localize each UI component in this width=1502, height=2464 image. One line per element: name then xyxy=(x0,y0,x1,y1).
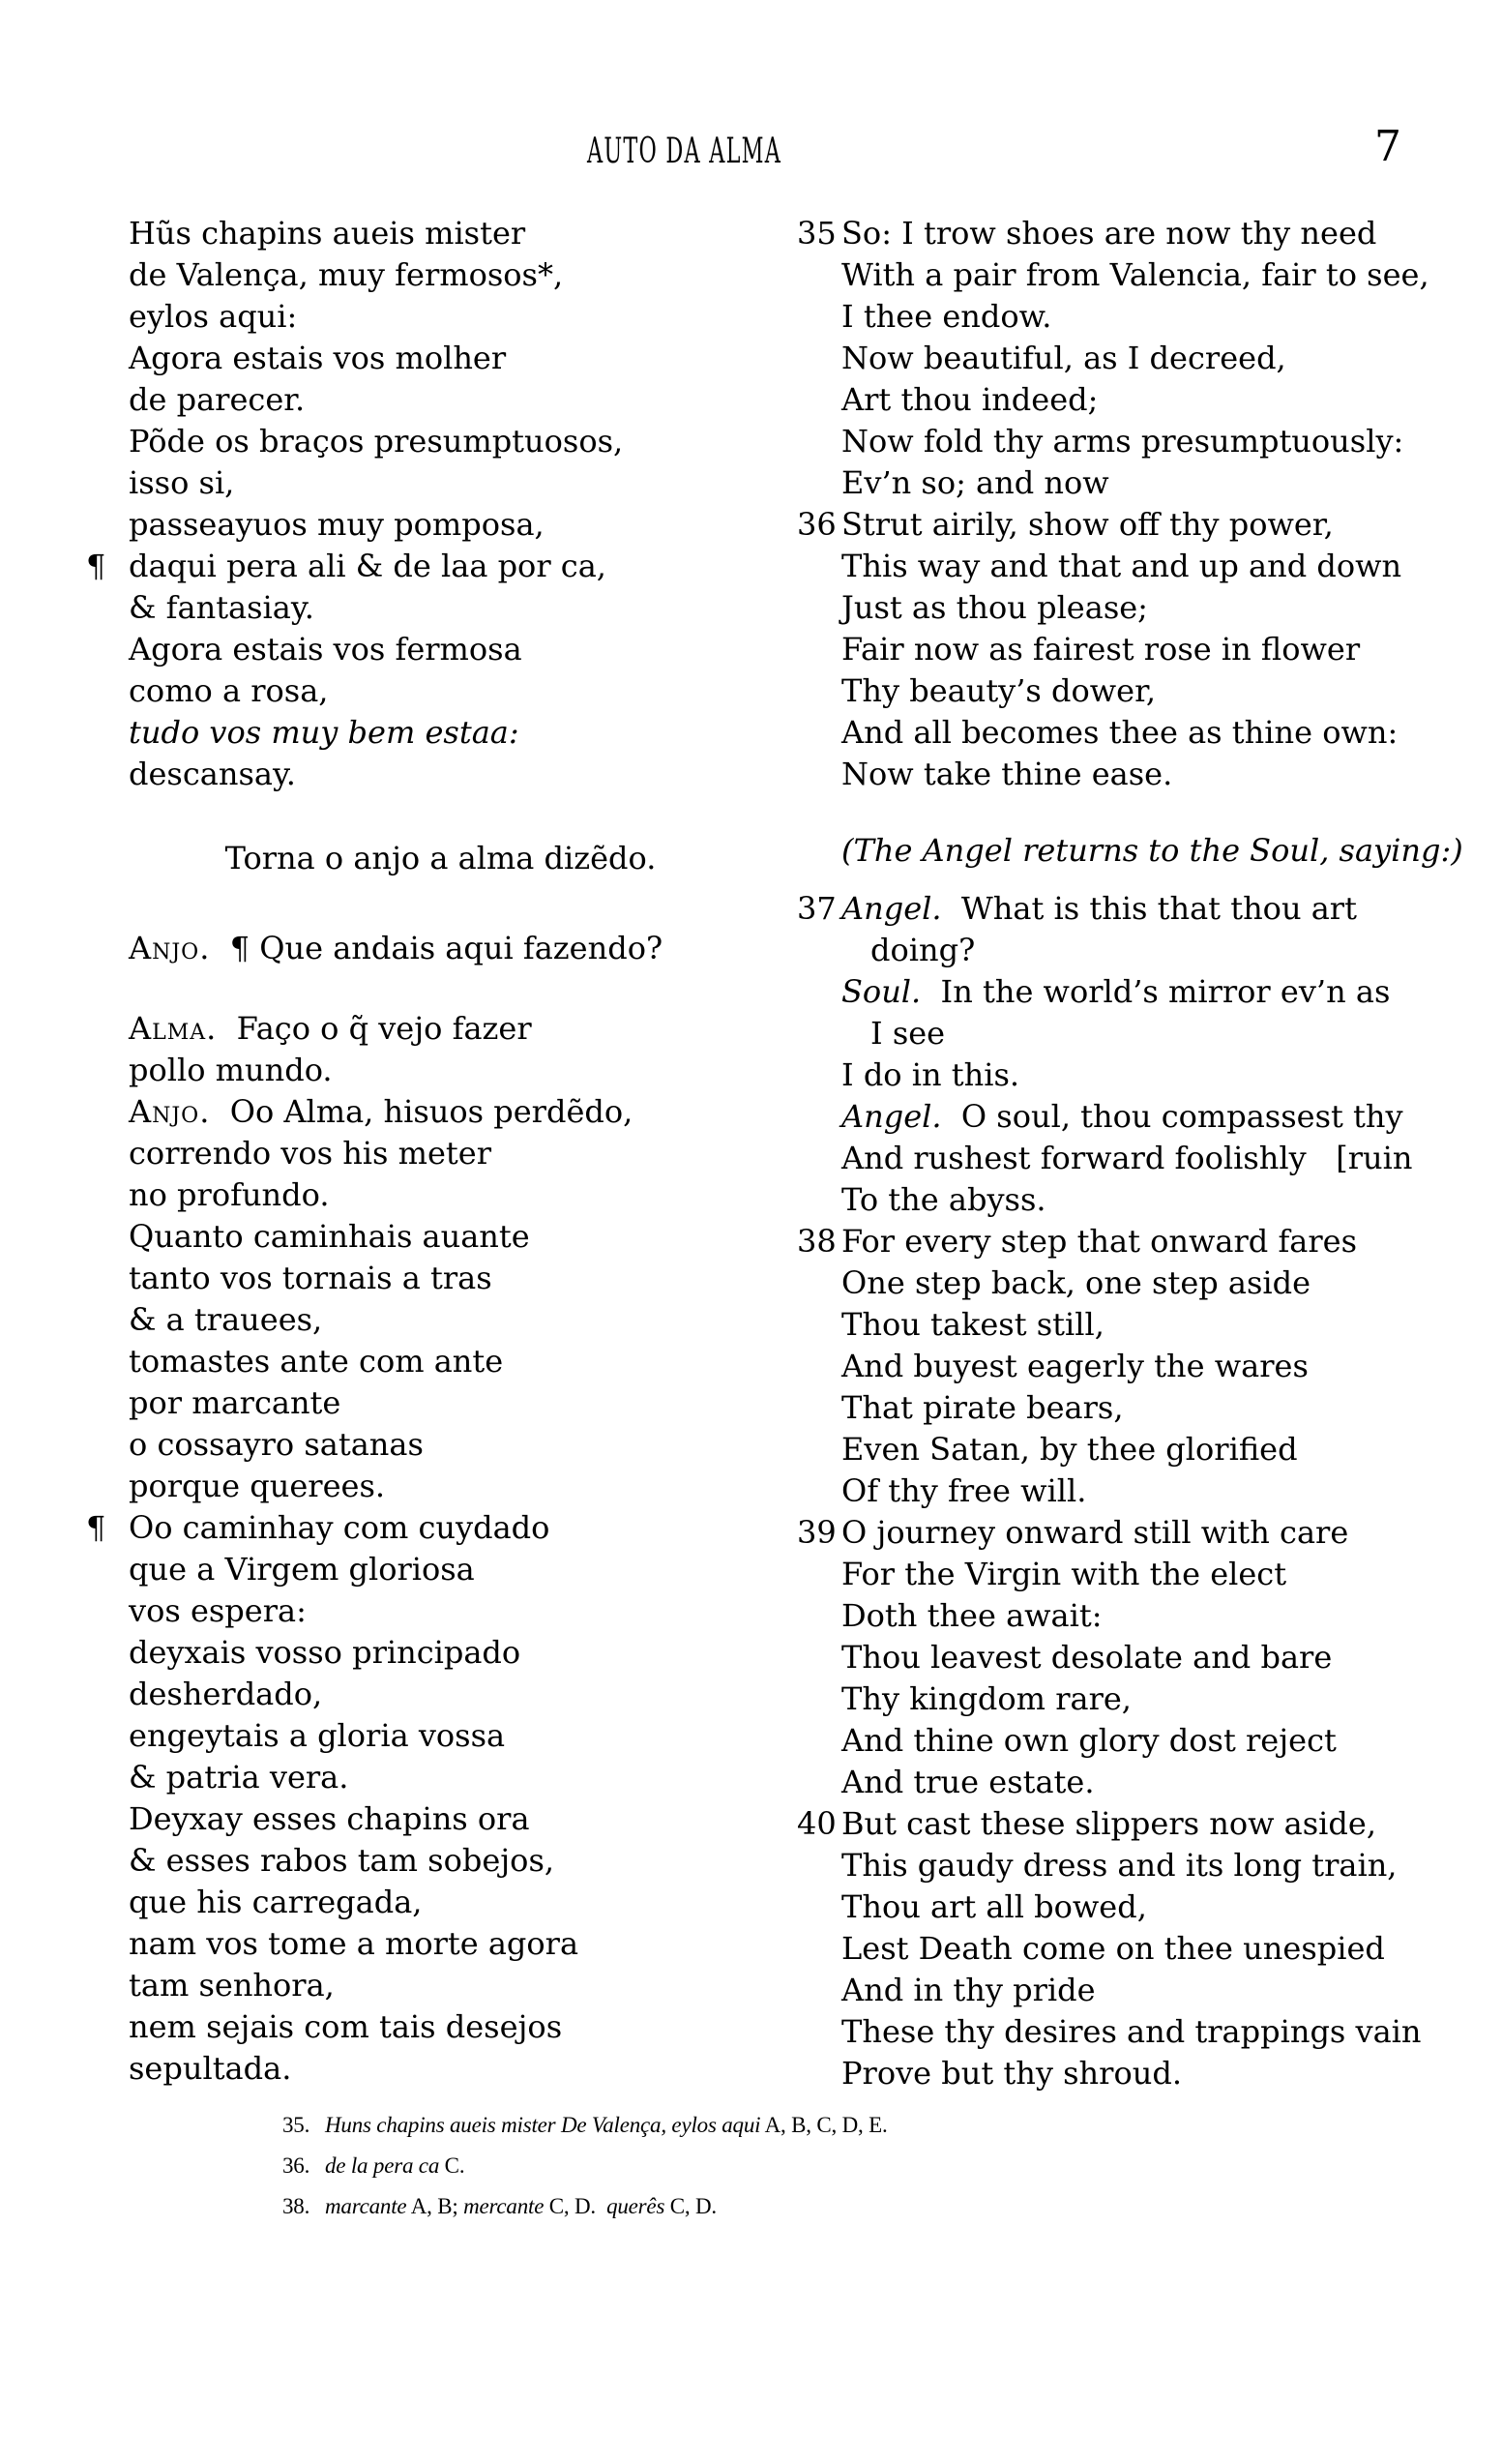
verse-line xyxy=(129,1757,752,1798)
text-segment: And rushest forward foolishly [ruin xyxy=(841,1140,1413,1176)
text-segment: What is this that thou art xyxy=(941,890,1357,927)
verse-line xyxy=(841,1928,1412,1970)
text-segment: Thou leavest desolate and bare xyxy=(841,1639,1333,1676)
verse-line xyxy=(129,1133,752,1174)
text-segment: passeayuos muy pomposa, xyxy=(129,506,545,543)
text-segment: And buyest eagerly the wares xyxy=(841,1348,1309,1384)
text-segment: Ev’n so; and now xyxy=(841,464,1109,501)
text-segment: no profundo. xyxy=(129,1176,330,1213)
text-segment: Agora estais vos molher xyxy=(129,340,507,376)
text-segment: sepultada. xyxy=(129,2050,292,2087)
text-segment: Strut airily, show off thy power, xyxy=(841,506,1334,543)
verse-line xyxy=(129,1549,752,1590)
verse-line xyxy=(841,2053,1412,2094)
verse-line xyxy=(841,1720,1412,1762)
text-segment: Now beautiful, as I decreed, xyxy=(841,340,1286,376)
text-segment: o cossayro satanas xyxy=(129,1426,424,1463)
text-segment: pollo mundo. xyxy=(129,1052,333,1088)
verse-line xyxy=(841,1346,1412,1387)
text-segment: C. xyxy=(439,2153,465,2178)
verse-line xyxy=(129,1923,752,1965)
speaker-label: Angel. xyxy=(841,1098,942,1135)
verse-line xyxy=(129,1091,752,1133)
text-segment: In the world’s mirror ev’n as xyxy=(921,973,1391,1010)
text-segment: marcante xyxy=(325,2194,407,2218)
text-segment: Now take thine ease. xyxy=(841,756,1173,792)
text-segment: vos espera: xyxy=(129,1592,307,1629)
text-segment: Lest Death come on thee unespied xyxy=(841,1930,1385,1967)
verse-line xyxy=(129,338,752,379)
text-segment: Fair now as fairest rose in flower xyxy=(841,631,1361,668)
text-segment: Thou takest still, xyxy=(841,1306,1104,1343)
text-segment: que his carregada, xyxy=(129,1884,423,1920)
text-segment: And in thy pride xyxy=(841,1972,1096,2008)
text-segment: Thy kingdom rare, xyxy=(841,1680,1132,1717)
text-segment: Art thou indeed; xyxy=(841,381,1099,418)
text-segment: Just as thou please; xyxy=(841,589,1148,626)
verse-line xyxy=(841,1096,1412,1138)
text-segment: doing? xyxy=(870,932,976,968)
verse-line xyxy=(129,1882,752,1923)
stanza-gap xyxy=(129,795,752,838)
text-segment: daqui pera ali & de laa por ca, xyxy=(129,548,606,584)
text-segment: Põde os braços presumptuosos, xyxy=(129,423,624,460)
text-segment: I thee endow. xyxy=(841,298,1052,335)
verse-line xyxy=(129,1258,752,1299)
text-segment: And all becomes thee as thine own: xyxy=(841,714,1399,751)
verse-line xyxy=(841,712,1412,754)
verse-line xyxy=(282,2186,1346,2227)
verse-line xyxy=(129,254,752,296)
text-segment: This way and that and up and down xyxy=(841,548,1402,584)
text-segment: Oo caminhay com cuydado xyxy=(129,1509,550,1546)
verse-line xyxy=(841,1013,1412,1054)
stanza-number: 36 xyxy=(797,506,837,543)
english-column xyxy=(797,213,1463,2094)
text-segment: ¶ Que andais aqui fazendo? xyxy=(210,930,663,966)
verse-line xyxy=(129,1008,752,1050)
verse-line xyxy=(129,629,752,670)
verse-line xyxy=(841,462,1412,504)
verse-line xyxy=(797,1221,1412,1262)
footnotes xyxy=(282,2105,1346,2227)
text-segment: With a pair from Valencia, fair to see, xyxy=(841,256,1429,293)
verse-line xyxy=(841,1470,1412,1512)
text-segment: por marcante xyxy=(129,1384,341,1421)
speaker-label: Alma. xyxy=(129,1010,218,1047)
verse-line xyxy=(841,1678,1412,1720)
verse-line xyxy=(841,421,1412,462)
stage-direction xyxy=(841,830,1463,872)
speaker-label: Anjo. xyxy=(129,930,211,966)
text-segment: de Valença, muy fermosos*, xyxy=(129,256,564,293)
text-segment: Hũs chapins aueis mister xyxy=(129,215,526,252)
text-segment: And thine own glory dost reject xyxy=(841,1722,1337,1759)
stanza-number: 37 xyxy=(797,890,837,927)
verse-line xyxy=(129,587,752,629)
verse-line xyxy=(129,2006,752,2048)
verse-line xyxy=(841,2011,1422,2053)
text-segment: nam vos tome a morte agora xyxy=(129,1925,579,1962)
stanza-number: 40 xyxy=(797,1805,837,1842)
text-segment: Even Satan, by thee glorified xyxy=(841,1431,1298,1468)
verse-line xyxy=(129,1424,752,1466)
verse-line xyxy=(841,296,1412,338)
text-segment: But cast these slippers now aside, xyxy=(841,1805,1376,1842)
verse-line xyxy=(129,1715,752,1757)
verse-line xyxy=(841,629,1412,670)
verse-line xyxy=(841,1179,1412,1221)
verse-line xyxy=(129,1965,752,2006)
verse-line xyxy=(797,504,1412,546)
verse-line xyxy=(129,754,752,795)
text-segment: deyxais vosso principado xyxy=(129,1634,521,1671)
text-segment: & esses rabos tam sobejos, xyxy=(129,1842,555,1879)
verse-line xyxy=(841,1262,1412,1304)
verse-line xyxy=(841,546,1412,587)
text-segment: These thy desires and trappings vain xyxy=(841,2013,1422,2050)
text-segment: One step back, one step aside xyxy=(841,1264,1311,1301)
text-segment: Quanto caminhais auante xyxy=(129,1218,530,1255)
verse-line xyxy=(129,1632,752,1674)
stanza-number: 35 xyxy=(797,215,837,252)
verse-line xyxy=(841,1304,1412,1346)
verse-line xyxy=(841,1637,1412,1678)
text-segment: de parecer. xyxy=(129,381,306,418)
text-segment: tanto vos tornais a tras xyxy=(129,1260,492,1296)
verse-line xyxy=(129,1174,752,1216)
verse-line xyxy=(129,1341,752,1382)
verse-line xyxy=(841,338,1412,379)
text-segment: I do in this. xyxy=(841,1056,1020,1093)
text-segment: & patria vera. xyxy=(129,1759,349,1796)
footnote-number: 36. xyxy=(282,2153,310,2178)
text-segment: This gaudy dress and its long train, xyxy=(841,1847,1398,1884)
page-number: 7 xyxy=(1374,122,1401,171)
verse-line xyxy=(86,1507,752,1549)
text-segment: Now fold thy arms presumptuously: xyxy=(841,423,1404,460)
speaker-label: Soul. xyxy=(841,973,922,1010)
verse-line xyxy=(129,1674,752,1715)
verse-line xyxy=(129,1299,752,1341)
text-segment: I see xyxy=(870,1015,946,1052)
stanza-gap xyxy=(129,879,752,928)
verse-line xyxy=(129,1466,752,1507)
verse-line xyxy=(129,1050,752,1091)
verse-line xyxy=(841,1886,1412,1928)
verse-line xyxy=(841,1387,1412,1429)
text-segment: Agora estais vos fermosa xyxy=(129,631,522,668)
verse-line xyxy=(282,2146,1346,2186)
verse-line xyxy=(797,1512,1412,1554)
text-segment: descansay. xyxy=(129,756,296,792)
text-segment: C, D. xyxy=(544,2194,607,2218)
footnote-number: 35. xyxy=(282,2113,310,2137)
text-segment: For the Virgin with the elect xyxy=(841,1556,1287,1592)
text-segment: Deyxay esses chapins ora xyxy=(129,1800,530,1837)
verse-line xyxy=(841,1429,1412,1470)
verse-line xyxy=(841,670,1412,712)
text-segment: Huns chapins aueis mister De Valença, eylos aqui xyxy=(325,2113,761,2137)
text-segment: mercante xyxy=(463,2194,545,2218)
text-segment: nem sejais com tais desejos xyxy=(129,2008,563,2045)
stanza-gap xyxy=(129,969,752,1008)
text-segment: & fantasiay. xyxy=(129,589,314,626)
stanza-number: 39 xyxy=(797,1514,837,1551)
verse-line xyxy=(129,462,752,504)
pilcrow-icon: ¶ xyxy=(86,548,106,584)
text-segment: & a trauees, xyxy=(129,1301,323,1338)
verse-line xyxy=(841,1595,1412,1637)
verse-line xyxy=(129,1798,752,1840)
verse-line xyxy=(797,213,1412,254)
footnote-number: 38. xyxy=(282,2194,310,2218)
text-segment: Faço o q̃ vejo fazer xyxy=(217,1010,532,1047)
text-segment: engeytais a gloria vossa xyxy=(129,1717,506,1754)
text-segment: And true estate. xyxy=(841,1764,1095,1800)
text-segment: correndo vos his meter xyxy=(129,1135,491,1172)
verse-line xyxy=(841,930,1412,971)
text-segment: tudo vos muy bem estaa: xyxy=(129,714,519,751)
text-segment: Doth thee await: xyxy=(841,1597,1103,1634)
text-segment: querês xyxy=(606,2194,665,2218)
running-head xyxy=(0,0,1502,184)
text-segment: de la pera ca xyxy=(325,2153,440,2178)
stanza-gap xyxy=(841,795,1412,830)
text-segment: Thy beauty’s dower, xyxy=(841,672,1157,709)
text-segment: Thou art all bowed, xyxy=(841,1888,1147,1925)
text-segment: So: I trow shoes are now thy need xyxy=(841,215,1377,252)
text-segment: Prove but thy shroud. xyxy=(841,2055,1182,2092)
verse-line xyxy=(841,379,1412,421)
verse-line xyxy=(841,1845,1412,1886)
text-segment: O journey onward still with care xyxy=(841,1514,1349,1551)
portuguese-column xyxy=(86,213,752,2090)
verse-line xyxy=(129,421,752,462)
verse-line xyxy=(841,1762,1412,1803)
verse-line xyxy=(841,1054,1412,1096)
text-segment: porque querees. xyxy=(129,1468,386,1504)
verse-line xyxy=(797,1803,1412,1845)
text-segment: como a rosa, xyxy=(129,672,329,709)
text-segment: eylos aqui: xyxy=(129,298,298,335)
verse-line xyxy=(841,754,1412,795)
text-segment: That pirate bears, xyxy=(841,1389,1124,1426)
text-segment: Of thy free will. xyxy=(841,1472,1087,1509)
text-segment: desherdado, xyxy=(129,1676,323,1712)
text-segment: (The Angel returns to the Soul, saying:) xyxy=(841,832,1463,869)
stage-direction xyxy=(129,838,752,879)
verse-line xyxy=(129,504,752,546)
verse-line xyxy=(841,254,1429,296)
text-segment: tomastes ante com ante xyxy=(129,1343,504,1380)
verse-line xyxy=(129,670,752,712)
verse-line xyxy=(129,1840,752,1882)
text-segment: A, B; xyxy=(406,2194,464,2218)
text-segment: isso si, xyxy=(129,464,235,501)
text-segment: Oo Alma, hisuos perdẽdo, xyxy=(210,1093,633,1130)
verse-line xyxy=(129,1590,752,1632)
verse-line xyxy=(129,1382,752,1424)
verse-line xyxy=(282,2105,1346,2146)
pilcrow-icon: ¶ xyxy=(86,1509,106,1546)
verse-line xyxy=(841,1554,1412,1595)
text-segment: Torna o anjo a alma dizẽdo. xyxy=(224,840,657,876)
verse-line xyxy=(129,1216,752,1258)
text-segment: For every step that onward fares xyxy=(841,1223,1358,1260)
page-title: AUTO DA ALMA xyxy=(587,132,782,171)
verse-line xyxy=(841,1970,1412,2011)
verse-line xyxy=(129,213,752,254)
verse-line xyxy=(86,546,752,587)
verse-line xyxy=(841,587,1412,629)
verse-line xyxy=(841,971,1412,1013)
text-segment: A, B, C, D, E. xyxy=(760,2113,888,2137)
text-segment: tam senhora, xyxy=(129,1967,335,2004)
verse-line xyxy=(797,888,1412,930)
speaker-label: Angel. xyxy=(841,890,942,927)
speaker-label: Anjo. xyxy=(129,1093,211,1130)
verse-line xyxy=(129,2048,752,2090)
verse-line xyxy=(841,1138,1412,1179)
stanza-number: 38 xyxy=(797,1223,837,1260)
text-segment: que a Virgem gloriosa xyxy=(129,1551,475,1588)
text-segment: To the abyss. xyxy=(841,1181,1046,1218)
verse-line xyxy=(129,379,752,421)
text-segment: O soul, thou compassest thy xyxy=(941,1098,1403,1135)
verse-line xyxy=(129,712,752,754)
stanza-gap xyxy=(841,872,1412,888)
verse-line xyxy=(129,296,752,338)
verse-line xyxy=(129,928,752,969)
text-segment: C, D. xyxy=(664,2194,717,2218)
